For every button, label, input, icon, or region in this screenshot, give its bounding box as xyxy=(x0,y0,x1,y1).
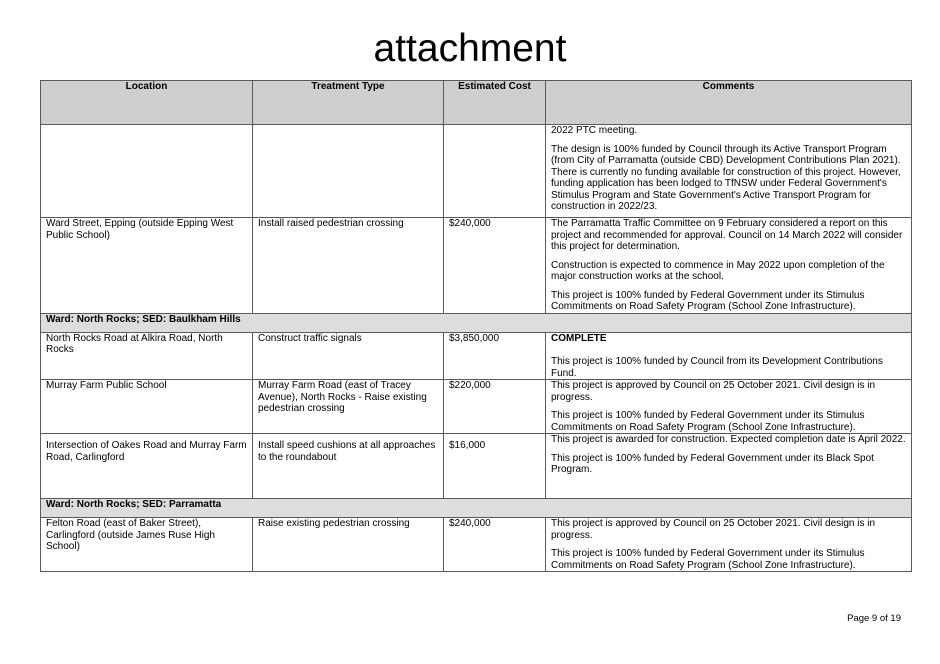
comments-cell xyxy=(546,125,912,218)
table-row xyxy=(41,332,912,380)
location-cell: Ward Street, Epping (outside Epping West Public School) xyxy=(41,218,253,314)
header-comments: Comments xyxy=(546,81,912,125)
comments-cell xyxy=(546,380,912,434)
location-cell xyxy=(41,125,253,218)
comment-paragraph: The design is 100% funded by Council through its Active Transport Program (from City of Parramatta (outside CBD) Development Contributions Plan 2021). There is currently no funding available for construction of this project. However, funding application has been lodged to TfNSW under Federal Government's Stimulus Program and State Government's Active Transport Program for construction in 2022/23. xyxy=(551,143,901,212)
cost-cell: $240,000 xyxy=(444,518,546,572)
table-row xyxy=(41,518,912,572)
ward-row xyxy=(41,499,912,518)
page-title: attachment xyxy=(373,27,567,70)
comment-paragraph: The Parramatta Traffic Committee on 9 February considered a report on this project and recommended for approval. Council on 14 March 2022 will consider this project for determination. xyxy=(551,218,903,252)
cost-cell: $16,000 xyxy=(444,434,546,499)
header-estimated-cost: Estimated Cost xyxy=(444,81,546,125)
page-number: Page 9 of 19 xyxy=(847,613,901,624)
location-cell: Murray Farm Public School xyxy=(41,380,253,434)
treatment-cell xyxy=(253,125,444,218)
cost-cell: $220,000 xyxy=(444,380,546,434)
table-row xyxy=(41,434,912,499)
treatment-cell: Install speed cushions at all approaches to the roundabout xyxy=(253,434,444,499)
comment-paragraph: This project is approved by Council on 25 October 2021. Civil design is in progress. xyxy=(551,380,876,403)
comment-paragraph: This project is 100% funded by Federal Government under its Stimulus Commitments on Road Safety Program (School Zone Infrastructure). xyxy=(551,548,865,571)
location-cell: North Rocks Road at Alkira Road, North Rocks xyxy=(41,332,253,380)
projects-table xyxy=(40,80,912,572)
ward-row xyxy=(41,313,912,332)
table-row xyxy=(41,125,912,218)
location-cell: Intersection of Oakes Road and Murray Farm Road, Carlingford xyxy=(41,434,253,499)
comments-cell xyxy=(546,332,912,380)
treatment-cell: Murray Farm Road (east of Tracey Avenue), North Rocks - Raise existing pedestrian crossing xyxy=(253,380,444,434)
comment-paragraph: This project is 100% funded by Council from its Development Contributions Fund. xyxy=(551,356,883,379)
comment-paragraph: This project is awarded for construction. Expected completion date is April 2022. xyxy=(551,434,906,445)
comment-paragraph: This project is 100% funded by Federal Government under its Black Spot Program. xyxy=(551,452,874,475)
cost-cell: $240,000 xyxy=(444,218,546,314)
comment-paragraph: 2022 PTC meeting. xyxy=(551,125,638,136)
treatment-cell: Raise existing pedestrian crossing xyxy=(253,518,444,572)
comment-paragraph: Construction is expected to commence in May 2022 upon completion of the major construction works at the school. xyxy=(551,259,885,282)
comment-paragraph: This project is 100% funded by Federal Government under its Stimulus Commitments on Road Safety Program (School Zone Infrastructure). xyxy=(551,289,865,312)
location-cell: Felton Road (east of Baker Street), Carlingford (outside James Ruse High School) xyxy=(41,518,253,572)
comment-paragraph: This project is 100% funded by Federal Government under its Stimulus Commitments on Road Safety Program (School Zone Infrastructure). xyxy=(551,410,865,433)
table-row xyxy=(41,218,912,314)
cost-cell: $3,850,000 xyxy=(444,332,546,380)
status-complete: COMPLETE xyxy=(551,332,607,344)
cost-cell xyxy=(444,125,546,218)
comments-cell xyxy=(546,218,912,314)
comments-cell xyxy=(546,434,912,499)
treatment-cell: Construct traffic signals xyxy=(253,332,444,380)
comments-cell xyxy=(546,518,912,572)
table-header-row xyxy=(41,81,912,125)
ward-heading: Ward: North Rocks; SED: Parramatta xyxy=(41,499,912,518)
header-treatment-type: Treatment Type xyxy=(253,81,444,125)
header-location: Location xyxy=(41,81,253,125)
comment-paragraph: This project is approved by Council on 25 October 2021. Civil design is in progress. xyxy=(551,518,876,541)
ward-heading: Ward: North Rocks; SED: Baulkham Hills xyxy=(41,313,912,332)
table-row xyxy=(41,380,912,434)
treatment-cell: Install raised pedestrian crossing xyxy=(253,218,444,314)
